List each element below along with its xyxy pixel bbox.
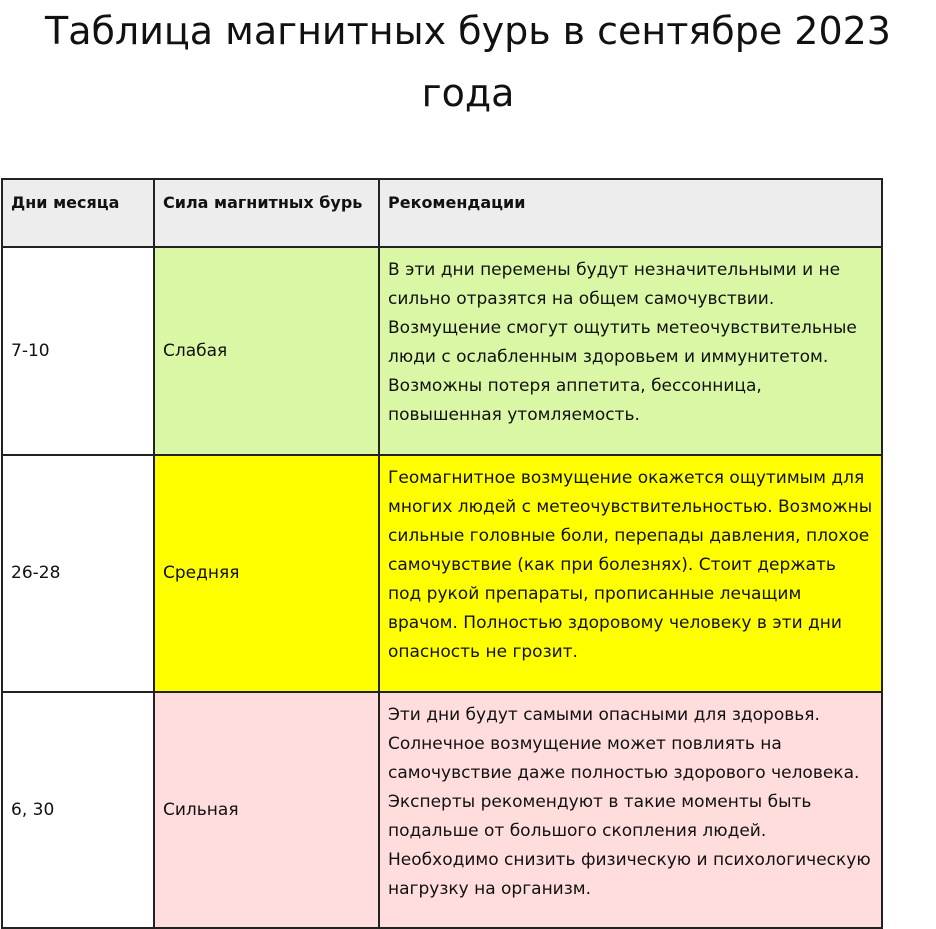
row-days: 7-10: [2, 247, 154, 455]
row-recommendation: В эти дни перемены будут незначительными и не сильно отразятся на общем самочувствии. Возмущение смогут ощутить метеочувствительные люди с ослабленным здоровьем и иммунитетом. Возможны потеря аппетита, бессонница, повышенная утомляемость.: [379, 247, 882, 455]
header-days: Дни месяца: [2, 179, 154, 247]
row-days: 6, 30: [2, 692, 154, 928]
table-row: [2, 692, 882, 928]
row-days: 26-28: [2, 455, 154, 692]
table-header-row: [2, 179, 882, 247]
row-strength: Сильная: [154, 692, 379, 928]
row-recommendation: Эти дни будут самыми опасными для здоровья. Солнечное возмущение может повлиять на самочувствие даже полностью здорового человека. Эксперты рекомендуют в такие моменты быть подальше от большого скопления людей. Необходимо снизить физическую и психологическую нагрузку на организм.: [379, 692, 882, 928]
row-strength: Слабая: [154, 247, 379, 455]
magnetic-storms-table: [1, 178, 883, 929]
table-row: [2, 455, 882, 692]
row-strength: Средняя: [154, 455, 379, 692]
row-recommendation: Геомагнитное возмущение окажется ощутимым для многих людей с метеочувствительностью. Возможны сильные головные боли, перепады давления, плохое самочувствие (как при болезнях). Стоит держать под рукой препараты, прописанные лечащим врачом. Полностью здоровому человеку в эти дни опасность не грозит.: [379, 455, 882, 692]
table-row: [2, 247, 882, 455]
page-title: Таблица магнитных бурь в сентябре 2023 года: [45, 9, 891, 115]
header-strength: Сила магнитных бурь: [154, 179, 379, 247]
header-recommendations: Рекомендации: [379, 179, 882, 247]
